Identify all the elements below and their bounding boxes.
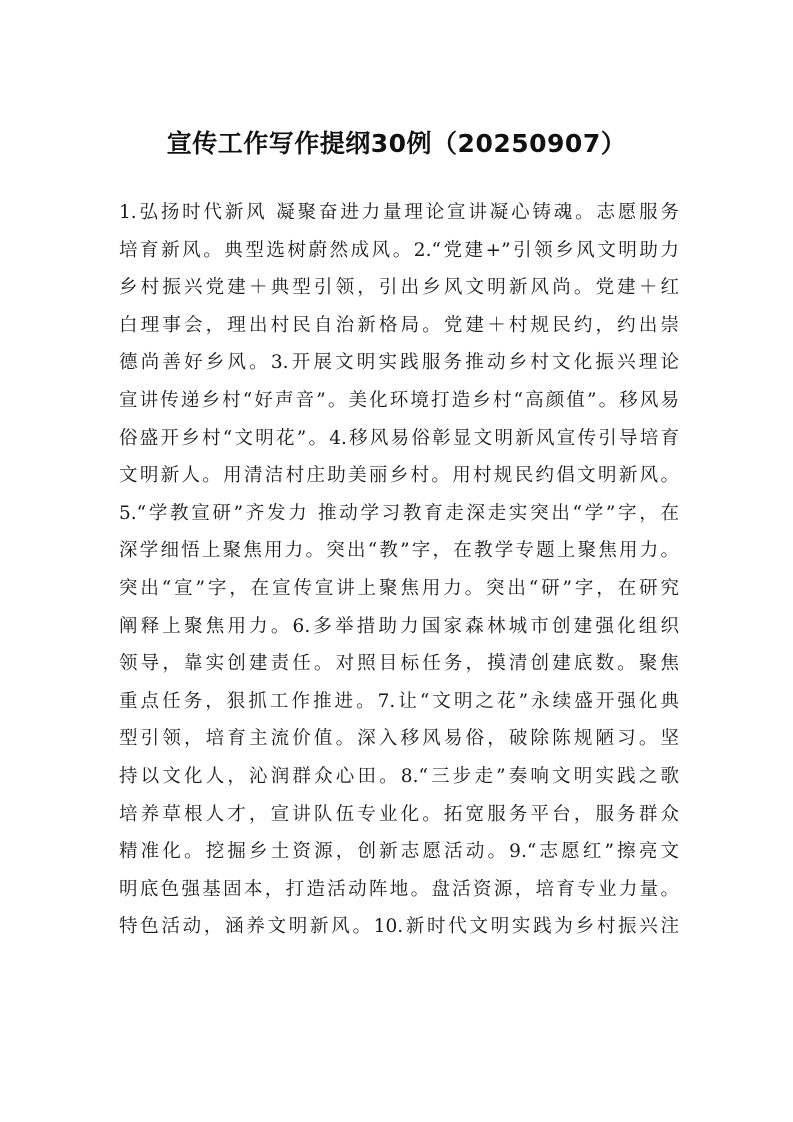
document-title: 宣传工作写作提纲30例（20250907） [166,129,627,158]
body-text-line: 俗盛开乡村“文明花”。4.移风易俗彰显文明新风宣传引导培育 [119,427,679,449]
document-body [119,194,679,946]
body-text-line: 深学细悟上聚焦用力。突出“教”字，在教学专题上聚焦用力。 [119,540,679,562]
body-text-line: 培育新风。典型选树蔚然成风。2.“党建+”引领乡风文明助力 [119,239,679,261]
body-text-line: 文明新人。用清洁村庄助美丽乡村。用村规民约倡文明新风。 [119,465,679,487]
body-text-line: 1.弘扬时代新风 凝聚奋进力量理论宣讲凝心铸魂。志愿服务 [119,202,679,223]
body-text-line: 型引领，培育主流价值。深入移风易俗，破除陈规陋习。坚 [119,728,679,750]
body-text-line: 阐释上聚焦用力。6.多举措助力国家森林城市创建强化组织 [119,615,679,637]
body-text-line: 明底色强基固本，打造活动阵地。盘活资源，培育专业力量。 [119,878,679,900]
body-text-line: 5.“学教宣研”齐发力 推动学习教育走深走实突出“学”字，在 [119,502,679,524]
body-text-line: 培养草根人才，宣讲队伍专业化。拓宽服务平台，服务群众 [119,803,679,825]
body-text-line: 重点任务，狠抓工作推进。7.让“文明之花”永续盛开强化典 [119,690,679,712]
body-text-line: 领导，靠实创建责任。对照目标任务，摸清创建底数。聚焦 [119,653,679,675]
body-text-line: 特色活动，涵养文明新风。10.新时代文明实践为乡村振兴注 [119,916,679,938]
body-text-line: 宣讲传递乡村“好声音”。美化环境打造乡村“高颜值”。移风易 [119,389,679,411]
body-text-line: 乡村振兴党建＋典型引领，引出乡风文明新风尚。党建＋红 [119,277,679,299]
body-text-line: 突出“宣”字，在宣传宣讲上聚焦用力。突出“研”字，在研究 [119,577,679,599]
body-text-line: 精准化。挖掘乡土资源，创新志愿活动。9.“志愿红”擦亮文 [119,841,679,863]
body-text-line: 持以文化人，沁润群众心田。8.“三步走”奏响文明实践之歌 [119,765,679,787]
body-text-line: 德尚善好乡风。3.开展文明实践服务推动乡村文化振兴理论 [119,352,679,374]
body-text-line: 白理事会，理出村民自治新格局。党建＋村规民约，约出崇 [119,314,679,336]
